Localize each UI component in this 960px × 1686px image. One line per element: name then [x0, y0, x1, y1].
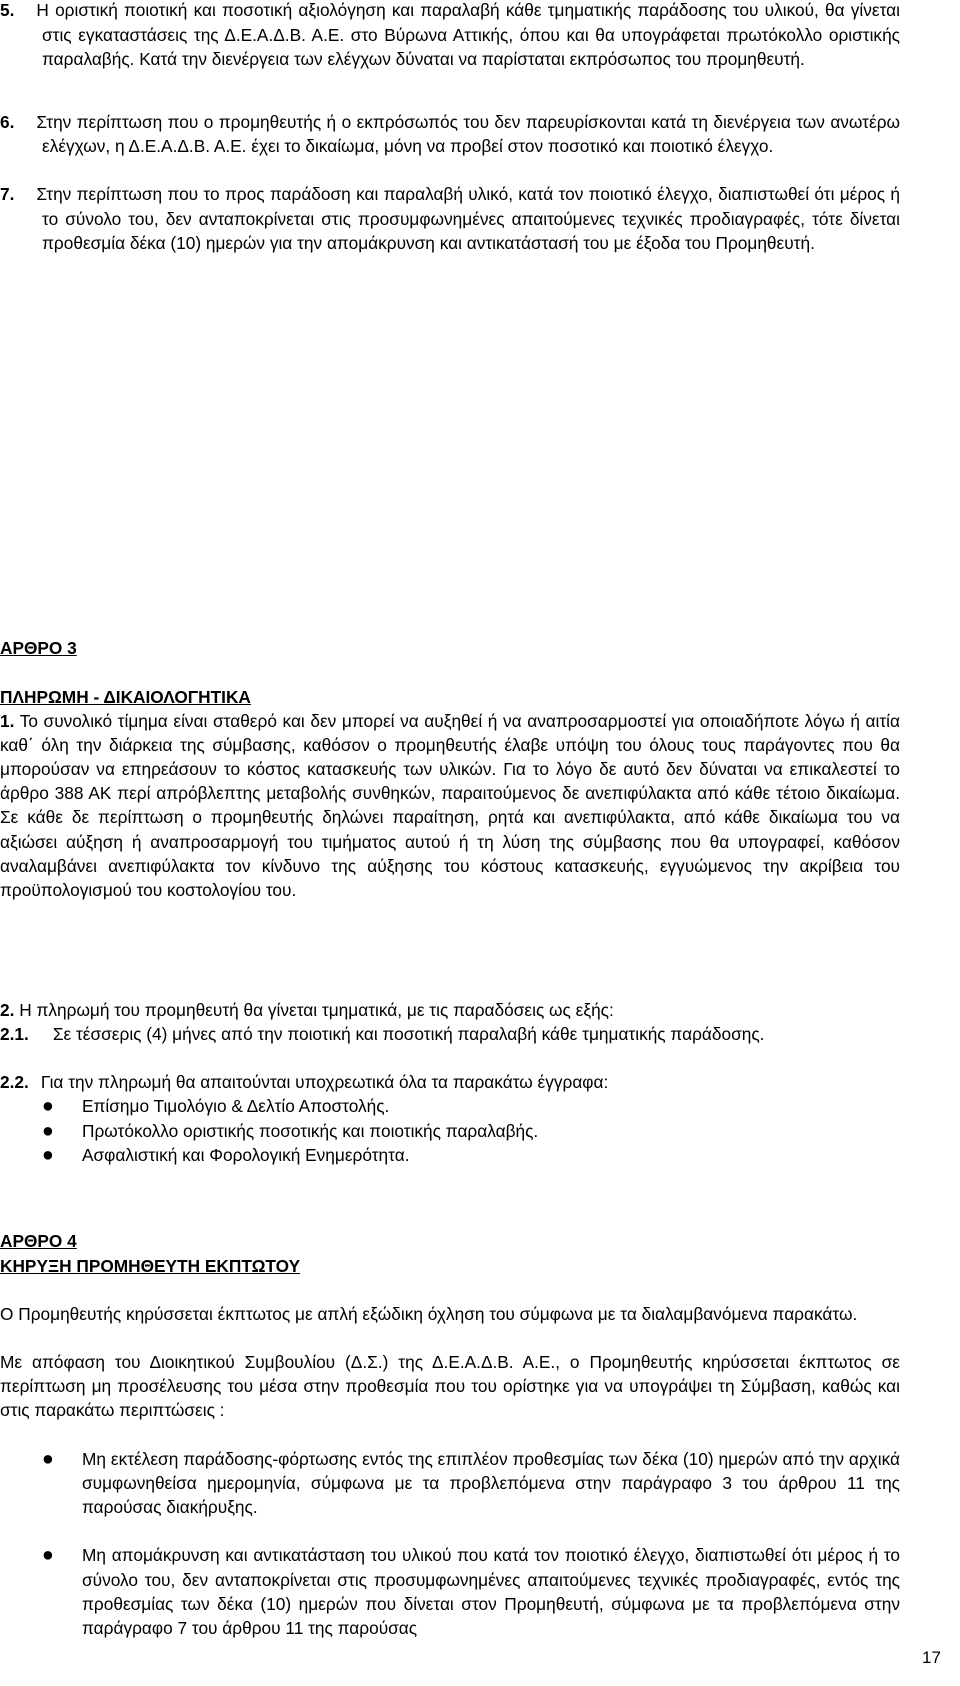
list-item: Πρωτόκολλο οριστικής ποσοτικής και ποιοτικής παραλαβής.: [82, 1120, 539, 1141]
paragraph-text: Η πληρωμή του προμηθευτή θα γίνεται τμηματικά, με τις παραδόσεις ως εξής:: [19, 999, 614, 1020]
item-text: Η οριστική ποιοτική και ποσοτική αξιολόγηση και παραλαβή κάθε τμηματικής παράδοσης του υλικού, θα γίνεται στις εγκαταστάσεις της Δ.Ε.Α.Δ.Β. Α.Ε. στο Βύρωνα Αττικής, όπου και θα υπογράφεται πρωτόκολλο οριστικής παραλαβής. Κατά την διενέργεια των ελέγχων δύναται να παρίσταται εκπρόσωπος του προμηθευτή.: [36, 0, 900, 69]
paragraph-number: 1.: [0, 710, 15, 731]
paragraph-item-7: [0, 182, 900, 254]
paragraph-number: 2.2.: [0, 1072, 29, 1093]
paragraph-text: Το συνολικό τίμημα είναι σταθερό και δεν μπορεί να αυξηθεί ή να αναπροσαρμοστεί για οποιαδήποτε λόγω ή αιτία καθ΄ όλη την διάρκεια της σύμβασης, καθόσον ο προμηθευτής έλαβε υπόψη του όλους τους παράγοντες που θα μπορούσαν να επηρεάσουν το κόστος κατασκευής των υλικών. Για το λόγο δε αυτό δεν δύναται να επικαλεστεί το άρθρο 388 ΑΚ περί απρόβλεπτης μεταβολής συνθηκών, παραιτούμενος δε ανεπιφύλακτα από κάθε τέτοιο δικαίωμα. Σε κάθε δε περίπτωση ο προμηθευτής δηλώνει παραίτηση, ρητά και ανεπιφύλακτα, από κάθε δικαίωμα του να αξιώσει αύξηση ή αναπροσαρμογή του τιμήματος αυτού ή τη λύση της σύμβασης που θα υπογραφεί, καθόσον αναλαμβάνει ανεπιφύλακτα τον κίνδυνο της αύξησης του κόστους κατασκευής, εγγυώμενος την ακρίβεια του προϋπολογισμού του κοστολογίου του.: [0, 710, 900, 900]
bullet-icon: ●: [42, 1119, 54, 1142]
bullet-icon: ●: [42, 1095, 54, 1118]
article-3-paragraph-1: [0, 709, 900, 902]
paragraph-number: 2.: [0, 999, 15, 1020]
article-4-heading: ΑΡΘΡΟ 4: [0, 1231, 77, 1252]
item-number: 5.: [0, 0, 15, 21]
item-text: Στην περίπτωση που ο προμηθευτής ή ο εκπρόσωπός του δεν παρευρίσκονται κατά τη διενέργεια των ανωτέρω ελέγχων, η Δ.Ε.Α.Δ.Β. Α.Ε. έχει το δικαίωμα, μόνη να προβεί στον ποσοτικό και ποιοτικό έλεγχο.: [36, 111, 900, 157]
article-4-paragraph-2: Με απόφαση του Διοικητικού Συμβουλίου (Δ.Σ.) της Δ.Ε.Α.Δ.Β. Α.Ε., ο Προμηθευτής κηρύσσεται έκπτωτος σε περίπτωση μη προσέλευσης του μέσα στην προθεσμία που του ορίστηκε για να υπογράψει τη Σύμβαση, καθώς και στις παρακάτω περιπτώσεις :: [0, 1352, 900, 1421]
article-4-subheading: ΚΗΡΥΞΗ ΠΡΟΜΗΘΕΥΤΗ ΕΚΠΤΩΤΟΥ: [0, 1255, 301, 1276]
item-number: 6.: [0, 111, 15, 132]
article-3-paragraph-2: [0, 998, 900, 1022]
article-3-heading: ΑΡΘΡΟ 3: [0, 638, 77, 659]
list-item: Ασφαλιστική και Φορολογική Ενημερότητα.: [82, 1144, 410, 1165]
bullet-icon: ●: [42, 1544, 54, 1567]
list-item: Μη εκτέλεση παράδοσης-φόρτωσης εντός της επιπλέον προθεσμίας των δέκα (10) ημερών από την αρχικά συμφωνηθείσα ημερομηνία, σύμφωνα με τα προβλεπόμενα στην παράγραφο 3 του άρθρου 11 της παρούσας διακήρυξης.: [82, 1448, 900, 1518]
bullet-icon: ●: [42, 1447, 54, 1470]
article-3-paragraph-2-2: [0, 1070, 900, 1094]
item-number: 7.: [0, 184, 15, 205]
paragraph-item-5: [0, 0, 900, 71]
item-text: Στην περίπτωση που το προς παράδοση και παραλαβή υλικό, κατά τον ποιοτικό έλεγχο, διαπιστωθεί ότι μέρος ή το σύνολο του, δεν ανταποκρίνεται στις προσυμφωνημένες απαιτούμενες τεχνικές προδιαγραφές, τότε δίνεται προθεσμία δέκα (10) ημερών για την απομάκρυνση και αντικατάστασή του με έξοδα του Προμηθευτή.: [36, 184, 900, 253]
paragraph-text: Σε τέσσερις (4) μήνες από την ποιοτική και ποσοτική παραλαβή κάθε τμηματικής παράδοσης.: [52, 1023, 765, 1044]
article-3-paragraph-2-1: [0, 1022, 900, 1046]
paragraph-text: Για την πληρωμή θα απαιτούνται υποχρεωτικά όλα τα παρακάτω έγγραφα:: [40, 1072, 609, 1093]
paragraph-number: 2.1.: [0, 1023, 29, 1044]
article-4-paragraph-1: Ο Προμηθευτής κηρύσσεται έκπτωτος με απλή εξώδικη όχληση του σύμφωνα με τα διαλαμβανόμενα παρακάτω.: [0, 1303, 858, 1324]
list-item: Μη απομάκρυνση και αντικατάσταση του υλικού που κατά τον ποιοτικό έλεγχο, διαπιστωθεί ότι μέρος ή το σύνολο του, δεν ανταποκρίνεται στις προσυμφωνημένες απαιτούμενες τεχνικές προδιαγραφές, εντός της προθεσμίας των δέκα (10) ημερών που δίνεται στον Προμηθευτή, σύμφωνα με τα προβλεπόμενα στην παράγραφο 7 του άρθρου 11 της παρούσας: [82, 1545, 900, 1638]
article-3-subheading: ΠΛΗΡΩΜΗ - ΔΙΚΑΙΟΛΟΓΗΤΙΚΑ: [0, 686, 251, 707]
list-item: Επίσημο Τιμολόγιο & Δελτίο Αποστολής.: [82, 1096, 390, 1117]
paragraph-item-6: [0, 110, 900, 158]
bullet-icon: ●: [42, 1143, 54, 1166]
page-number: 17: [922, 1648, 941, 1667]
